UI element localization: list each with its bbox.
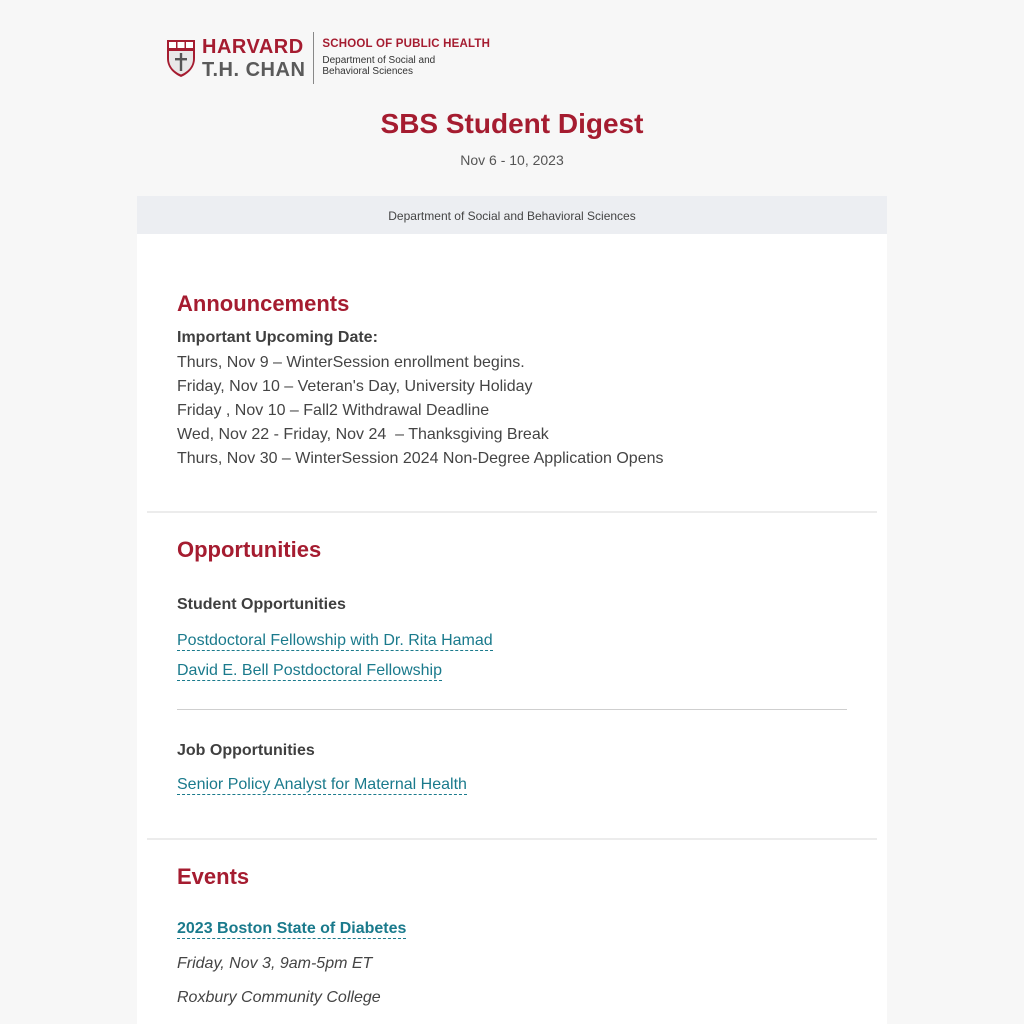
harvard-text: HARVARD: [202, 35, 304, 58]
job-opportunities-heading: Job Opportunities: [177, 742, 315, 759]
section-divider: [147, 838, 877, 840]
announcement-item: Thurs, Nov 30 – WinterSession 2024 Non-Degree Application Opens: [177, 450, 664, 467]
chan-text: T.H. CHAN: [202, 58, 306, 81]
event-time: Friday, Nov 3, 9am-5pm ET: [177, 955, 373, 972]
page-title: SBS Student Digest: [380, 108, 644, 139]
announcement-item: Wed, Nov 22 - Friday, Nov 24 – Thanksgiving Break: [177, 426, 549, 443]
events-title: Events: [177, 864, 250, 889]
student-opportunities-heading: Student Opportunities: [177, 596, 346, 613]
event-location: Roxbury Community College: [177, 989, 381, 1006]
opportunities-title: Opportunities: [177, 537, 322, 562]
harvard-chan-logo[interactable]: [166, 31, 490, 85]
subsection-divider: [177, 709, 847, 710]
date-range: Nov 6 - 10, 2023: [460, 152, 564, 168]
dept-text-line2: Behavioral Sciences: [322, 66, 413, 78]
senior-policy-analyst-link[interactable]: Senior Policy Analyst for Maternal Health: [177, 776, 467, 793]
announcement-item: Friday , Nov 10 – Fall2 Withdrawal Deadline: [177, 402, 490, 419]
announcements-title: Announcements: [177, 291, 350, 316]
section-divider: [147, 511, 877, 513]
important-dates-heading: Important Upcoming Date:: [177, 329, 378, 346]
school-wordmark: [322, 38, 490, 77]
rita-hamad-fellowship-link[interactable]: Postdoctoral Fellowship with Dr. Rita Hamad: [177, 632, 493, 649]
content-card: [137, 234, 887, 1024]
school-text: SCHOOL OF PUBLIC HEALTH: [322, 38, 491, 51]
harvard-shield-icon: [166, 38, 196, 78]
logo-divider: [313, 32, 314, 84]
boston-diabetes-event-link[interactable]: 2023 Boston State of Diabetes: [177, 920, 407, 937]
dept-text-line1: Department of Social and: [322, 54, 436, 66]
announcement-item: Thurs, Nov 9 – WinterSession enrollment begins.: [177, 354, 525, 371]
harvard-wordmark: [202, 37, 305, 80]
david-bell-fellowship-link[interactable]: David E. Bell Postdoctoral Fellowship: [177, 662, 443, 679]
department-banner: Department of Social and Behavioral Sciences: [137, 196, 887, 234]
announcement-item: Friday, Nov 10 – Veteran's Day, University Holiday: [177, 378, 533, 395]
